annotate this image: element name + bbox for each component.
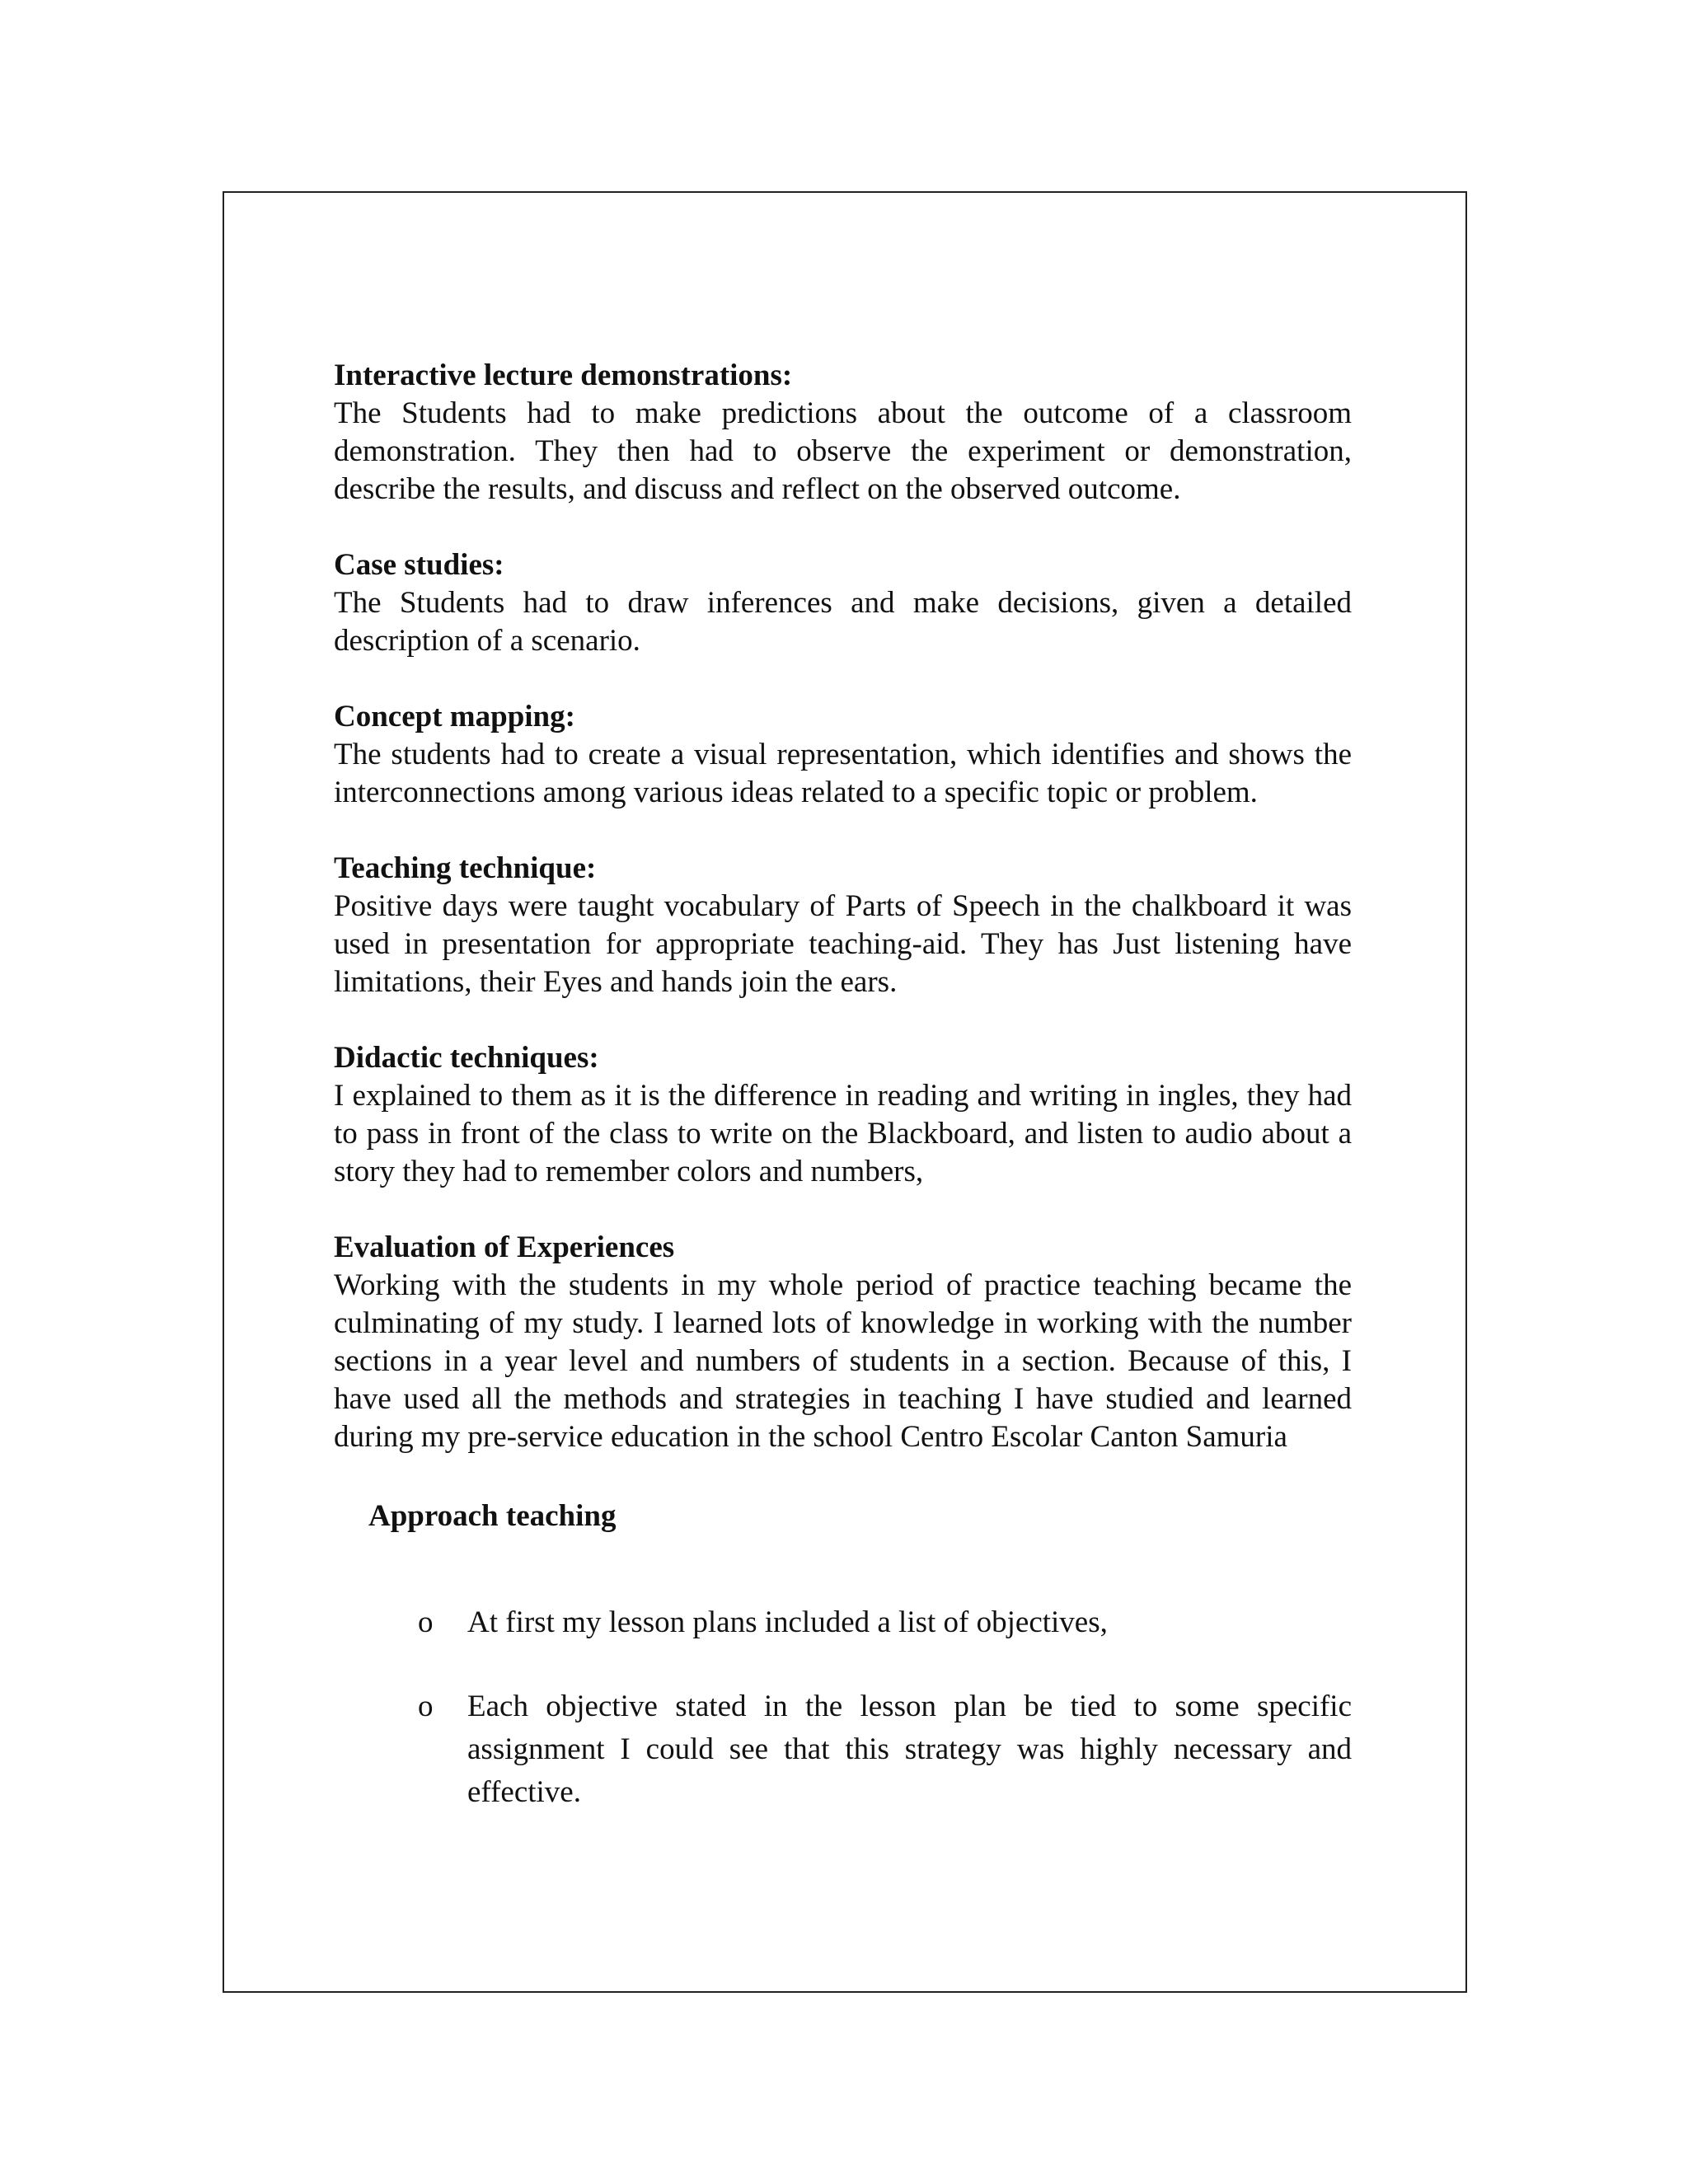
list-item-text: At first my lesson plans included a list of objectives, bbox=[467, 1605, 1108, 1639]
section-didactic-techniques bbox=[334, 1039, 1352, 1191]
list-item-text: Each objective stated in the lesson plan be tied to some specific assignment I could see that this strategy was highly necessary and effective. bbox=[467, 1690, 1352, 1809]
section-heading: Didactic techniques: bbox=[334, 1041, 599, 1075]
section-text: The Students had to draw inferences and make decisions, given a detailed description of a scenario. bbox=[334, 586, 1352, 658]
document-body bbox=[334, 357, 1352, 1855]
section-text: I explained to them as it is the difference in reading and writing in ingles, they had to pass in front of the class to write on the Blackboard, and listen to audio about a story they had to remember colors and numbers, bbox=[334, 1079, 1352, 1188]
section-text: Working with the students in my whole period of practice teaching became the culminating of my study. I learned lots of knowledge in working with the number sections in a year level and numbers of students in a section. Because of this, I have used all the methods and strategies in teaching I have studied and learned during my pre-service education in the school Centro Escolar Canton Samuria bbox=[334, 1268, 1352, 1454]
section-heading: Teaching technique: bbox=[334, 851, 597, 885]
section-teaching-technique bbox=[334, 850, 1352, 1001]
section-text: Positive days were taught vocabulary of Parts of Speech in the chalkboard it was used in presentation for appropriate teaching-aid. They has Just listening have limitations, their Eyes and hands join the ears. bbox=[334, 889, 1352, 999]
section-concept-mapping bbox=[334, 698, 1352, 812]
section-heading: Approach teaching bbox=[368, 1499, 617, 1533]
section-text: The students had to create a visual representation, which identifies and shows the interconnections among various ideas related to a specific topic or problem. bbox=[334, 738, 1352, 809]
section-approach-teaching bbox=[334, 1497, 1352, 1814]
section-heading: Interactive lecture demonstrations: bbox=[334, 359, 793, 392]
list-item bbox=[368, 1601, 1352, 1644]
section-text: The Students had to make predictions about the outcome of a classroom demonstration. They then had to observe the experiment or demonstration, describe the results, and discuss and reflect on the observed outcome. bbox=[334, 396, 1352, 506]
section-heading: Case studies: bbox=[334, 548, 504, 582]
section-interactive-lecture bbox=[334, 357, 1352, 509]
bullet-list bbox=[368, 1601, 1352, 1814]
list-item bbox=[368, 1685, 1352, 1814]
bullet-circle-icon: o bbox=[418, 1690, 434, 1723]
section-heading: Evaluation of Experiences bbox=[334, 1230, 675, 1264]
section-heading: Concept mapping: bbox=[334, 700, 575, 733]
bullet-circle-icon: o bbox=[418, 1605, 434, 1639]
section-evaluation-of-experiences bbox=[334, 1229, 1352, 1456]
section-case-studies bbox=[334, 546, 1352, 660]
